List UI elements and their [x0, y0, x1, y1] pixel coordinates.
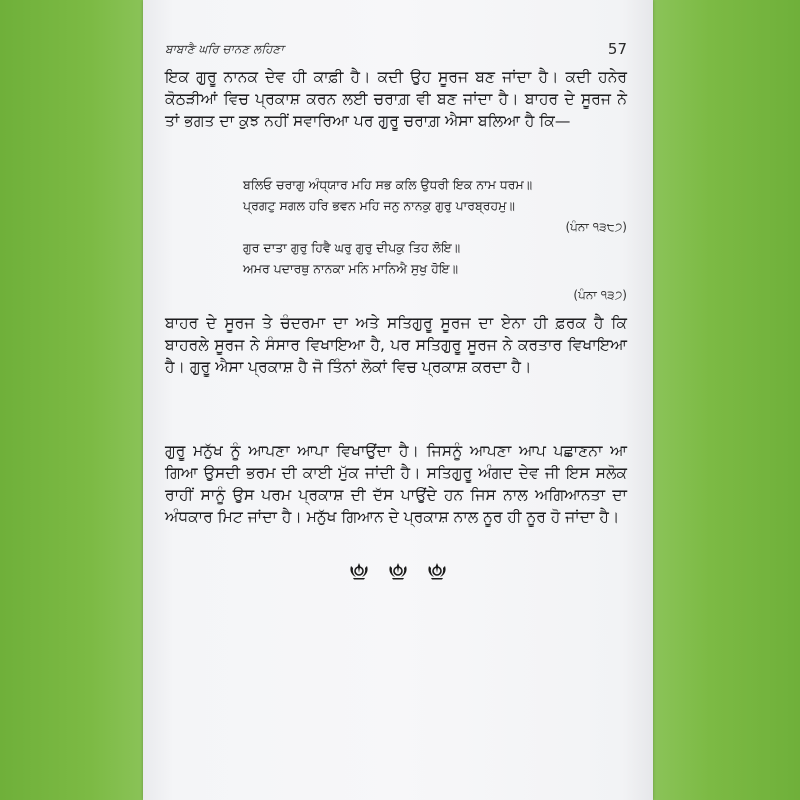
khanda-icon — [426, 562, 448, 580]
page-number: 57 — [607, 40, 627, 58]
paragraph-2: ਬਾਹਰ ਦੇ ਸੂਰਜ ਤੇ ਚੰਦਰਮਾ ਦਾ ਅਤੇ ਸਤਿਗੁਰੂ ਸੂਰਜ ਦਾ ਏਨਾ ਹੀ ਫ਼ਰਕ ਹੈ ਕਿ ਬਾਹਰਲੇ ਸੂਰਜ ਨੇ ਸੰਸਾਰ ਵਿਖਾਇਆ ਹੈ, ਪਰ ਸਤਿਗੁਰੂ ਸੂਰਜ ਨੇ ਕਰਤਾਰ ਵਿਖਾਇਆ ਹੈ। ਗੁਰੂ ਐਸਾ ਪ੍ਰਕਾਸ਼ ਹੈ ਜੋ ਤਿੰਨਾਂ ਲੋਕਾਂ ਵਿਚ ਪ੍ਰਕਾਸ਼ ਕਰਦਾ ਹੈ। — [165, 314, 627, 376]
paragraph-3: ਗੁਰੂ ਮਨੁੱਖ ਨੂੰ ਆਪਣਾ ਆਪਾ ਵਿਖਾਉਂਦਾ ਹੈ। ਜਿਸਨੂੰ ਆਪਣਾ ਆਪ ਪਛਾਣਨਾ ਆ ਗਿਆ ਉਸਦੀ ਭਰਮ ਦੀ ਕਾਈ ਮੁੱਕ ਜਾਂਦੀ ਹੈ। ਸਤਿਗੁਰੂ ਅੰਗਦ ਦੇਵ ਜੀ ਇਸ ਸਲੋਕ ਰਾਹੀਂ ਸਾਨੂੰ ਉਸ ਪਰਮ ਪ੍ਰਕਾਸ਼ ਦੀ ਦੱਸ ਪਾਉਂਦੇ ਹਨ ਜਿਸ ਨਾਲ ਅਗਿਆਨਤਾ ਦਾ ਅੰਧਕਾਰ ਮਿਟ ਜਾਂਦਾ ਹੈ। ਮਨੁੱਖ ਗਿਆਨ ਦੇ ਪ੍ਰਕਾਸ਼ ਨਾਲ ਨੂਰ ਹੀ ਨੂਰ ਹੋ ਜਾਂਦਾ ਹੈ। — [165, 442, 627, 526]
verse-2-citation: (ਪੰਨਾ ੧੩੭) — [573, 288, 627, 302]
verse-1-citation: (ਪੰਨਾ ੧੩੮੭) — [565, 220, 627, 234]
book-cover-edge-left — [0, 0, 150, 800]
verse-2-line-1: ਗੁਰ ਦਾਤਾ ਗੁਰੁ ਹਿਵੈ ਘਰੁ ਗੁਰੁ ਦੀਪਕੁ ਤਿਹ ਲੋਇ॥ — [243, 240, 461, 255]
verse-block-2 — [243, 237, 627, 279]
verse-1-line-2: ਪ੍ਰਗਟੁ ਸਗਲ ਹਰਿ ਭਵਨ ਮਹਿ ਜਨੁ ਨਾਨਕੁ ਗੁਰੁ ਪਾਰਬ੍ਰਹਮੁ॥ — [243, 198, 515, 213]
ornament-row — [143, 560, 653, 580]
book-page — [143, 0, 653, 800]
verse-2-line-2: ਅਮਰ ਪਦਾਰਥੁ ਨਾਨਕਾ ਮਨਿ ਮਾਨਿਐ ਸੁਖੁ ਹੋਇ॥ — [243, 261, 459, 276]
khanda-icon — [387, 562, 409, 580]
page-header — [165, 40, 627, 60]
book-cover-edge-right — [650, 0, 800, 800]
paragraph-1: ਇਕ ਗੁਰੂ ਨਾਨਕ ਦੇਵ ਹੀ ਕਾਫ਼ੀ ਹੈ। ਕਦੀ ਉਹ ਸੂਰਜ ਬਣ ਜਾਂਦਾ ਹੈ। ਕਦੀ ਹਨੇਰ ਕੋਠੜੀਆਂ ਵਿਚ ਪ੍ਰਕਾਸ਼ ਕਰਨ ਲਈ ਚਰਾਗ਼ ਵੀ ਬਣ ਜਾਂਦਾ ਹੈ। ਬਾਹਰ ਦੇ ਸੂਰਜ ਨੇ ਤਾਂ ਭਗਤ ਦਾ ਕੁਝ ਨਹੀਂ ਸਵਾਰਿਆ ਪਰ ਗੁਰੂ ਚਰਾਗ਼ ਐਸਾ ਬਲਿਆ ਹੈ ਕਿ— — [165, 68, 627, 130]
verse-block-1 — [243, 174, 627, 216]
khanda-icon — [348, 562, 370, 580]
verse-1-line-1: ਬਲਿਓ ਚਰਾਗੁ ਅੰਧ੍ਯਾਰ ਮਹਿ ਸਭ ਕਲਿ ਉਧਰੀ ਇਕ ਨਾਮ ਧਰਮ॥ — [243, 177, 533, 192]
running-title: ਬਾਬਾਣੈ ਘਰਿ ਚਾਨਣ ਲਹਿਣਾ — [165, 42, 284, 56]
